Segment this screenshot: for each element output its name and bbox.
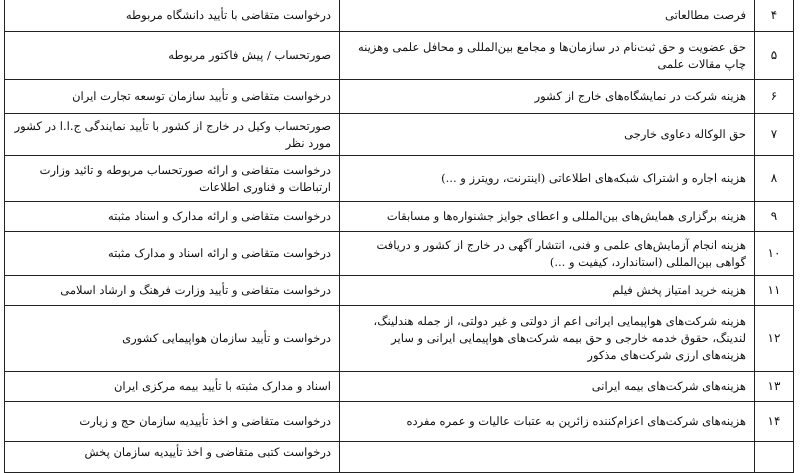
required-documents: درخواست متقاضی و ارائه صورتحساب مربوطه و تائید وزارت ارتباطات و فناوری اطلاعات (5, 156, 340, 202)
row-number: ۱۱ (755, 276, 794, 306)
row-number: ۶ (755, 80, 794, 114)
table-row (5, 156, 794, 202)
expense-item (340, 442, 755, 473)
table-row (5, 402, 794, 442)
row-number: ۴ (755, 0, 794, 32)
table-row (5, 232, 794, 276)
expense-item: هزینه اجاره و اشتراک شبکه‌های اطلاعاتی (اینترنت، رویترز و ...) (340, 156, 755, 202)
table-row (5, 114, 794, 156)
row-number: ۱۳ (755, 372, 794, 402)
expense-item: هزینه برگزاری همایش‌های بین‌المللی و اعطای جوایز جشنواره‌ها و مسابقات (340, 202, 755, 232)
table-row (5, 80, 794, 114)
required-documents: اسناد و مدارک مثبته با تأیید بیمه مرکزی ایران (5, 372, 340, 402)
table-row (5, 32, 794, 80)
required-documents: درخواست و تأیید سازمان هواپیمایی کشوری (5, 306, 340, 372)
expense-item: هزینه شرکت در نمایشگاه‌های خارج از کشور (340, 80, 755, 114)
expense-item: هزینه انجام آزمایش‌های علمی و فنی، انتشار آگهی در خارج از کشور و دریافت گواهی بین‌المللی (استاندارد، کیفیت و ...) (340, 232, 755, 276)
table-row (5, 442, 794, 473)
expense-item: هزینه شرکت‌های هواپیمایی ایرانی اعم از دولتی و غیر دولتی، از جمله هندلینگ، لندینگ، حقوق خدمه خارجی و حق بیمه شرکت‌های هواپیمایی ایرانی و سایر هزینه‌های ارزی شرکت‌های مذکور (340, 306, 755, 372)
expense-item: فرصت مطالعاتی (340, 0, 755, 32)
expense-table (4, 0, 794, 473)
table-row (5, 306, 794, 372)
row-number (755, 442, 794, 473)
required-documents-text: درخواست کتبی متقاضی و اخذ تأییدیه سازمان پخش (84, 445, 331, 459)
row-number: ۸ (755, 156, 794, 202)
row-number: ۱۴ (755, 402, 794, 442)
row-number: ۹ (755, 202, 794, 232)
row-number: ۱۰ (755, 232, 794, 276)
required-documents: درخواست متقاضی با تأیید دانشگاه مربوطه (5, 0, 340, 32)
required-documents: درخواست متقاضی و ارائه اسناد و مدارک مثبته (5, 232, 340, 276)
row-number: ۱۲ (755, 306, 794, 372)
table-row (5, 202, 794, 232)
table-row (5, 276, 794, 306)
expense-item: هزینه خرید امتیاز پخش فیلم (340, 276, 755, 306)
required-documents: صورتحساب وکیل در خارج از کشور با تأیید نمایندگی ج.ا.ا در کشور مورد نظر (5, 114, 340, 156)
required-documents: درخواست متقاضی و اخذ تأییدیه سازمان حج و زیارت (5, 402, 340, 442)
table-row (5, 0, 794, 32)
required-documents: درخواست متقاضی و تأیید سازمان توسعه تجارت ایران (5, 80, 340, 114)
expense-item: حق الوکاله دعاوی خارجی (340, 114, 755, 156)
expense-item: هزینه‌های شرکت‌های اعزام‌کننده زائرین به عتبات عالیات و عمره مفرده (340, 402, 755, 442)
required-documents: درخواست متقاضی و تأیید وزارت فرهنگ و ارشاد اسلامی (5, 276, 340, 306)
required-documents (5, 442, 340, 473)
table-row (5, 372, 794, 402)
row-number: ۷ (755, 114, 794, 156)
required-documents: درخواست متقاضی و ارائه مدارک و اسناد مثبته (5, 202, 340, 232)
expense-item: حق عضویت و حق ثبت‌نام در سازمان‌ها و مجامع بین‌المللی و محافل علمی وهزینه چاپ مقالات علمی (340, 32, 755, 80)
required-documents: صورتحساب / پیش فاکتور مربوطه (5, 32, 340, 80)
expense-item: هزینه‌های شرکت‌های بیمه ایرانی (340, 372, 755, 402)
row-number: ۵ (755, 32, 794, 80)
